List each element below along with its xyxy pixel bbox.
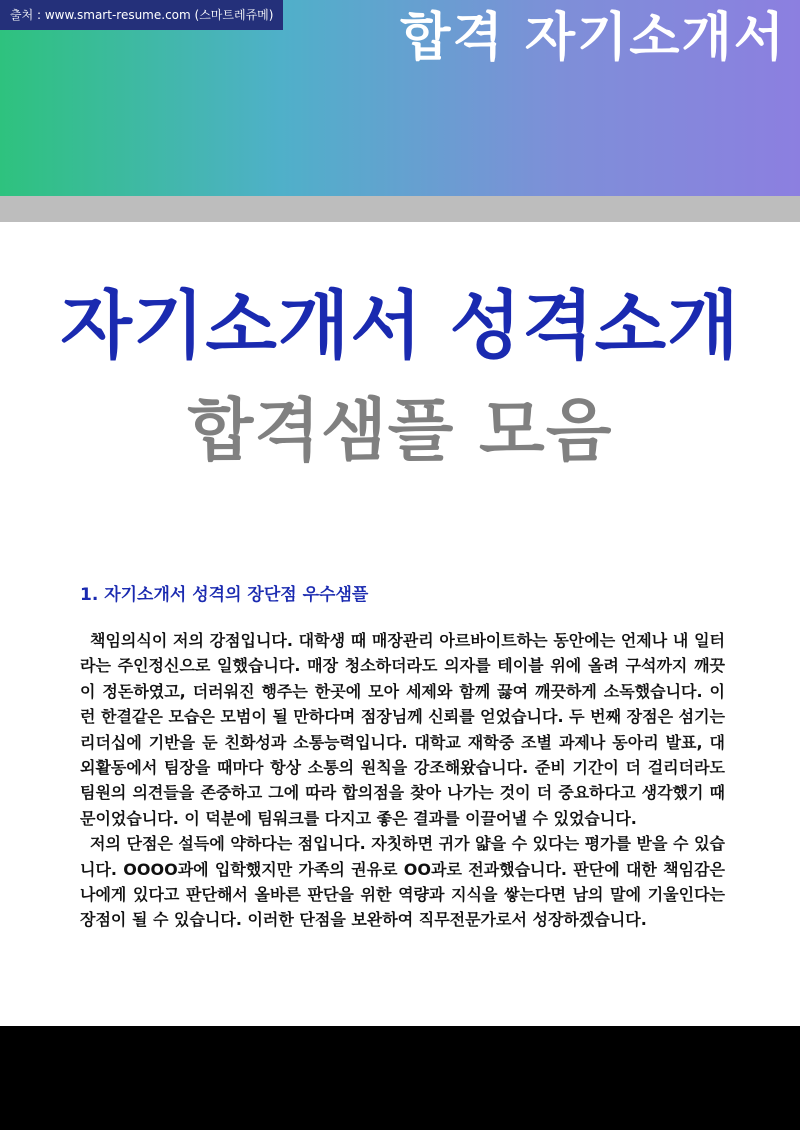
essay-paragraph-strengths: 책임의식이 저의 강점입니다. 대학생 때 매장관리 아르바이트하는 동안에는 언제나 내 일터라는 주인정신으로 일했습니다. 매장 청소하더라도 의자를 테이블 위에 올려 구석까지 깨끗이 정돈하였고, 더러워진 행주는 한곳에 모아 세제와 함께 끓여 깨끗하게 소독했습니다. 이런 한결같은 모습은 모범이 될 만하다며 점장님께 신뢰를 얻었습니다. 두 번째 장점은 섬기는 리더십에 기반을 둔 친화성과 소통능력입니다. 대학교 재학중 조별 과제나 동아리 발표, 대외활동에서 팀장을 때마다 항상 소통의 원칙을 강조해왔습니다. 준비 기간이 더 걸리더라도 팀원의 의견들을 존중하고 그에 따라 합의점을 찾아 나가는 것이 더 중요하다고 생각했기 때문이었습니다. 이 덕분에 팀워크를 다지고 좋은 결과를 이끌어낼 수 있었습니다. [80, 631, 725, 828]
divider-strip [0, 196, 800, 222]
banner-title: 합격 자기소개서 [400, 8, 786, 68]
page-subtitle: 합격샘플 모음 [187, 392, 613, 471]
essay-body [80, 628, 725, 933]
essay-paragraph-weaknesses: 저의 단점은 설득에 약하다는 점입니다. 자칫하면 귀가 얇을 수 있다는 평가를 받을 수 있습니다. OOOO과에 입학했지만 가족의 권유로 OO과로 전과했습니다. 판단에 대한 책임감은 나에게 있다고 판단해서 올바른 판단을 위한 역량과 지식을 쌓는다면 남의 말에 기울인다는 장점이 될 수 있습니다. 이러한 단점을 보완하여 직무전문가로서 성장하겠습니다. [80, 834, 725, 930]
footer-bar [0, 1026, 800, 1130]
page-title: 자기소개서 성격소개 [60, 283, 740, 369]
source-label[interactable]: 출처 : www.smart-resume.com (스마트레쥬메) [0, 0, 283, 30]
header-banner [0, 0, 800, 196]
section-heading: 1. 자기소개서 성격의 장단점 우수샘플 [80, 585, 369, 605]
